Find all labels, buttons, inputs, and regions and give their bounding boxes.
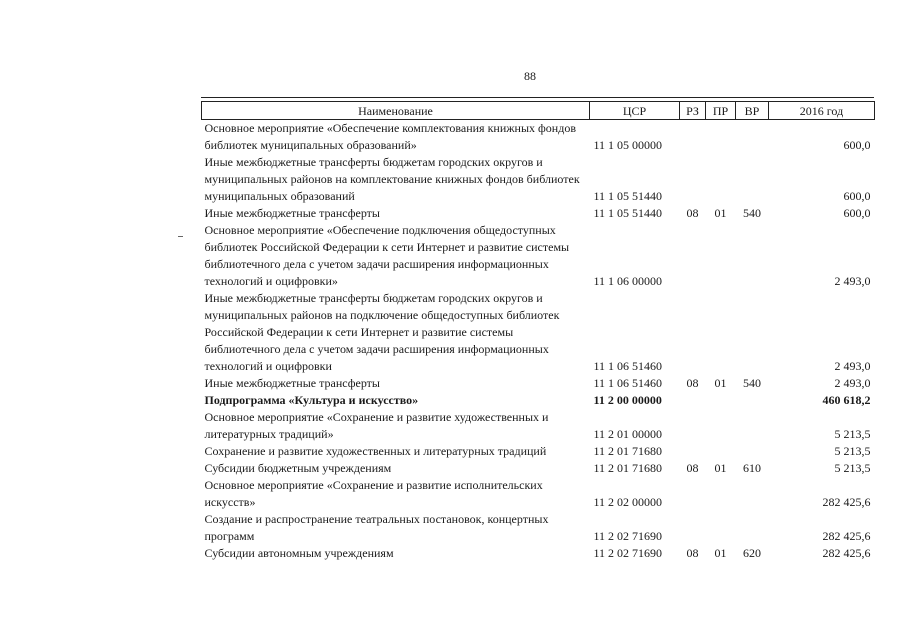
page-number: 88 <box>524 69 536 83</box>
row-pr <box>706 120 736 155</box>
table-row <box>202 443 875 460</box>
row-name: Субсидии бюджетным учреждениям <box>204 461 392 475</box>
row-csr: 11 1 05 51440 <box>593 206 663 220</box>
row-amount: 5 213,5 <box>834 461 871 475</box>
row-name: Иные межбюджетные трансферты бюджетам городских округов и муниципальных районов на комплектование книжных фондов библиотек муниципальных образований <box>204 155 580 203</box>
table-header <box>202 102 875 120</box>
row-csr: 11 2 00 00000 <box>593 393 662 407</box>
header-vr: ВР <box>736 102 769 120</box>
row-pr <box>706 290 736 375</box>
table-row <box>202 205 875 222</box>
header-name: Наименование <box>202 102 590 120</box>
table-row <box>202 409 875 443</box>
row-amount: 282 425,6 <box>822 529 871 543</box>
table-row <box>202 460 875 477</box>
row-vr: 540 <box>743 376 761 390</box>
table-row <box>202 222 875 290</box>
row-csr: 11 1 06 51460 <box>593 376 663 390</box>
margin-mark <box>178 236 183 237</box>
row-rz <box>680 290 706 375</box>
row-amount: 282 425,6 <box>822 495 871 509</box>
row-csr: 11 2 02 00000 <box>593 495 663 509</box>
row-pr <box>706 443 736 460</box>
table-row <box>202 477 875 511</box>
row-csr: 11 1 06 00000 <box>593 274 663 288</box>
table-row <box>202 511 875 545</box>
row-rz <box>680 511 706 545</box>
row-amount: 2 493,0 <box>834 274 871 288</box>
row-amount: 282 425,6 <box>822 546 871 560</box>
row-pr <box>706 154 736 205</box>
row-csr: 11 1 06 51460 <box>593 359 663 373</box>
row-vr <box>736 409 769 443</box>
row-rz: 08 <box>686 376 699 390</box>
row-pr <box>706 477 736 511</box>
row-vr <box>736 154 769 205</box>
row-name: Подпрограмма «Культура и искусство» <box>204 393 419 407</box>
row-name: Сохранение и развитие художественных и литературных традиций <box>204 444 547 458</box>
row-name: Основное мероприятие «Обеспечение комплектования книжных фондов библиотек муниципальных образований» <box>204 121 576 152</box>
row-pr <box>706 511 736 545</box>
row-csr: 11 2 02 71690 <box>593 529 663 543</box>
row-rz <box>680 443 706 460</box>
row-amount: 2 493,0 <box>834 359 871 373</box>
budget-table <box>201 101 875 562</box>
header-year: 2016 год <box>769 102 875 120</box>
row-amount: 600,0 <box>843 206 871 220</box>
row-rz <box>680 154 706 205</box>
row-vr <box>736 120 769 155</box>
row-name: Основное мероприятие «Сохранение и развитие исполнительских искусств» <box>204 478 543 509</box>
row-name: Иные межбюджетные трансферты бюджетам городских округов и муниципальных районов на подключение общедоступных библиотек Российской Федерации к сети Интернет и развитие системы библиотечного дела с учетом задачи расширения информационных технологий и оцифровки <box>204 291 560 373</box>
row-pr <box>706 222 736 290</box>
row-rz: 08 <box>686 461 699 475</box>
row-name: Иные межбюджетные трансферты <box>204 206 380 220</box>
row-csr: 11 2 01 71680 <box>593 444 663 458</box>
row-pr <box>706 409 736 443</box>
table-row <box>202 290 875 375</box>
row-amount: 5 213,5 <box>834 444 871 458</box>
row-vr <box>736 443 769 460</box>
row-csr: 11 2 02 71690 <box>593 546 663 560</box>
row-pr: 01 <box>714 206 727 220</box>
row-vr: 610 <box>743 461 761 475</box>
row-vr: 620 <box>743 546 761 560</box>
row-name: Создание и распространение театральных постановок, концертных программ <box>204 512 549 543</box>
row-vr <box>736 222 769 290</box>
row-rz <box>680 120 706 155</box>
row-vr <box>736 392 769 409</box>
row-csr: 11 2 01 00000 <box>593 427 663 441</box>
table-row <box>202 375 875 392</box>
header-pr: ПР <box>706 102 736 120</box>
row-pr: 01 <box>714 546 727 560</box>
row-amount: 460 618,2 <box>822 393 871 407</box>
row-rz: 08 <box>686 546 699 560</box>
row-pr <box>706 392 736 409</box>
table-row <box>202 545 875 562</box>
row-amount: 600,0 <box>843 138 871 152</box>
row-csr: 11 1 05 51440 <box>593 189 663 203</box>
row-amount: 600,0 <box>843 189 871 203</box>
table-row <box>202 392 875 409</box>
row-vr: 540 <box>743 206 761 220</box>
row-vr <box>736 477 769 511</box>
row-pr: 01 <box>714 376 727 390</box>
row-rz <box>680 477 706 511</box>
row-csr: 11 1 05 00000 <box>593 138 663 152</box>
row-name: Субсидии автономным учреждениям <box>204 546 394 560</box>
header-top-rule <box>201 97 874 98</box>
table-row <box>202 154 875 205</box>
row-rz <box>680 222 706 290</box>
row-amount: 2 493,0 <box>834 376 871 390</box>
row-rz: 08 <box>686 206 699 220</box>
table-row <box>202 120 875 155</box>
row-pr: 01 <box>714 461 727 475</box>
row-vr <box>736 290 769 375</box>
row-name: Основное мероприятие «Обеспечение подключения общедоступных библиотек Российской Федерации к сети Интернет и развитие системы библиотечного дела с учетом задачи расширения информационных технологий и оцифровки» <box>204 223 570 288</box>
row-name: Иные межбюджетные трансферты <box>204 376 380 390</box>
row-vr <box>736 511 769 545</box>
header-row <box>202 102 875 120</box>
header-csr: ЦСР <box>590 102 680 120</box>
row-csr: 11 2 01 71680 <box>593 461 663 475</box>
table-body <box>202 120 875 563</box>
header-rz: РЗ <box>680 102 706 120</box>
row-rz <box>680 409 706 443</box>
row-rz <box>680 392 706 409</box>
row-name: Основное мероприятие «Сохранение и развитие художественных и литературных традиций» <box>204 410 549 441</box>
row-amount: 5 213,5 <box>834 427 871 441</box>
